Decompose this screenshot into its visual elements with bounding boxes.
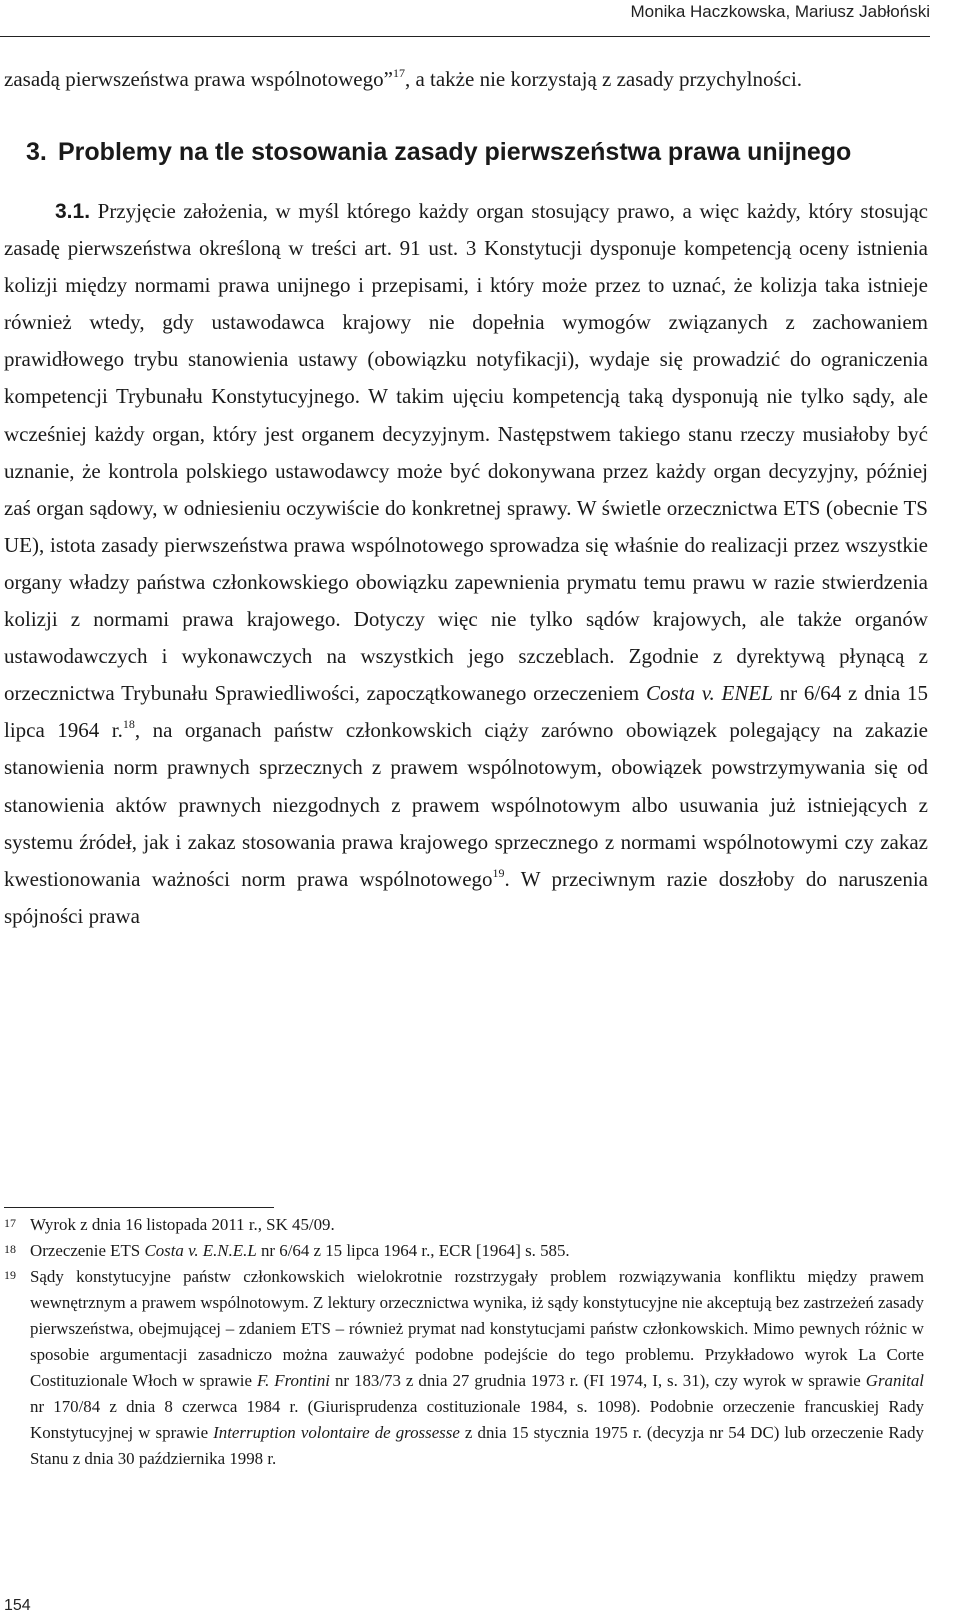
footnote-text: Wyrok z dnia 16 listopada 2011 r., SK 45/09. [30, 1215, 335, 1234]
fn19-i1: F. Frontini [256, 1371, 330, 1390]
footnote-19 [4, 1264, 924, 1472]
fn19-t4: z dnia 15 stycznia 1975 r. (decyzja nr 54 DC) lub orzeczenie Rady Stanu z dnia 30 października 1998 r. [30, 1423, 924, 1468]
footnote-number: 17 [4, 1216, 16, 1230]
footnote-text [30, 1238, 924, 1264]
fn18-italic: Costa v. E.N.E.L [144, 1241, 257, 1260]
sub-text-4: . W przeciwnym razie doszłoby do naruszenia spójności prawa [4, 866, 928, 928]
p1-text-a: zasadą pierwszeństwa prawa wspólnotowego” [4, 67, 393, 91]
header-authors: Monika Haczkowska, Mariusz Jabłoński [630, 2, 930, 21]
fn19-i2: Granital [865, 1371, 924, 1390]
fn18-pre: Orzeczenie ETS [30, 1241, 141, 1260]
fn19-t1: Sądy konstytucyjne państw członkowskich wielokrotnie rozstrzygały problem rozwiązywania konfliktu między prawem wewnętrznym a prawem wspólnotowym. Z lektury orzecznictwa wynika, iż sądy konstytucyjne nie akceptują bez zastrzeżeń zasady pierwszeństwa, obejmującej – zdaniem ETS – również prymat nad konstytucjami państw członkowskich. Mimo pewnych różnic w sposobie argumentacji zasadniczo można zauważyć podobne podejście do tego problemu. Przykładowo wyrok La Corte Costituzionale Włoch w sprawie [30, 1267, 924, 1390]
fn19-i3: Interruption volontaire de grossesse [213, 1423, 460, 1442]
footnote-rule [4, 1207, 274, 1208]
sub-text-2: nr 6/64 z dnia 15 lipca 1964 r. [4, 681, 928, 743]
section-title: Problemy na tle stosowania zasady pierwszeństwa prawa unijnego [58, 138, 852, 166]
paragraph-continuation [4, 62, 928, 96]
footnote-number: 18 [4, 1242, 16, 1256]
case-name-costa: Costa v. ENEL [645, 681, 773, 706]
header-rule [0, 36, 930, 37]
fn18-post: nr 6/64 z 15 lipca 1964 r., ECR [1964] s. 585. [260, 1241, 570, 1260]
page-number: 154 [4, 1597, 31, 1614]
footnote-ref-19[interactable]: 19 [492, 865, 505, 880]
sub-text-1: Przyjęcie założenia, w myśl którego każdy organ stosujący prawo, a więc każdy, który stosując zasadę pierwszeństwa określoną w treści art. 91 ust. 3 Konstytucji dysponuje kompetencją oceny istnienia kolizji między normami prawa unijnego i przepisami, i który może przez to uznać, że kolizja taka istnieje również wtedy, gdy ustawodawca krajowy nie dopełnia wymogów związanych z zachowaniem prawidłowego trybu stanowienia ustawy (obowiązku notyfikacji), wydaje się prowadzić do ograniczenia kompetencji Trybunału Konstytucyjnego. W takim ujęciu kompetencją taką dysponują nie tylko sądy, ale wcześniej każdy organ, który jest organem decyzyjnym. Następstwem takiego stanu rzeczy musiałoby być uznanie, że kontrola polskiego ustawodawcy może być dokonywana przez każdy organ decyzyjny, później zaś organ sądowy, w odniesieniu oczywiście do konkretnej sprawy. W świetle orzecznictwa ETS (obecnie TS UE), istota zasady pierwszeństwa prawa wspólnotowego sprowadza się właśnie do realizacji przez wszystkie organy władzy państwa członkowskiego obowiązku zapewnienia prymatu temu prawu w razie stwierdzenia kolizji z normami prawa krajowego. Dotyczy więc nie tylko sądów krajowych, ale także organów ustawodawczych i wykonawczych na wszystkich jego szczeblach. Zgodnie z dyrektywą płynącą z orzecznictwa Trybunału Sprawiedliwości, zapoczątkowanego orzeczeniem [4, 199, 928, 706]
footnote-17 [4, 1212, 924, 1238]
footnotes [4, 1212, 924, 1472]
fn19-t2: nr 183/73 z dnia 27 grudnia 1973 r. (FI 1974, I, s. 31), czy wyrok w sprawie [334, 1371, 861, 1390]
footnote-number: 19 [4, 1268, 16, 1282]
fn19-t3: nr 170/84 z dnia 8 czerwca 1984 r. (Giurisprudenza costituzionale 1984, s. 1098). Podobnie orzeczenie francuskiej Rady Konstytucyjnej w sprawie [30, 1397, 924, 1442]
running-header [0, 0, 960, 40]
p1-text-b: , a także nie korzystają z zasady przychylności. [404, 67, 803, 91]
subsection-number: 3.1. [55, 200, 91, 223]
footnote-ref-17[interactable]: 17 [392, 66, 405, 80]
sub-text-3: , na organach państw członkowskich ciąży zarówno obowiązek polegający na zakazie stanowienia norm prawnych sprzecznych z prawem wspólnotowym, obowiązek powstrzymywania się od stanowienia aktów prawnych niezgodnych z prawem wspólnotowym albo usuwania już istniejących z systemu źródeł, jak i zakaz stosowania prawa krajowego sprzecznego z normami wspólnotowymi czy zakaz kwestionowania ważności norm prawa wspólnotowego [4, 718, 928, 891]
main-text [4, 62, 928, 935]
footnote-text [30, 1264, 924, 1472]
footnote-18 [4, 1238, 924, 1264]
section-heading [26, 134, 928, 171]
subsection-paragraph [4, 193, 928, 935]
footnote-ref-18[interactable]: 18 [122, 717, 135, 732]
section-number: 3. [26, 138, 47, 166]
